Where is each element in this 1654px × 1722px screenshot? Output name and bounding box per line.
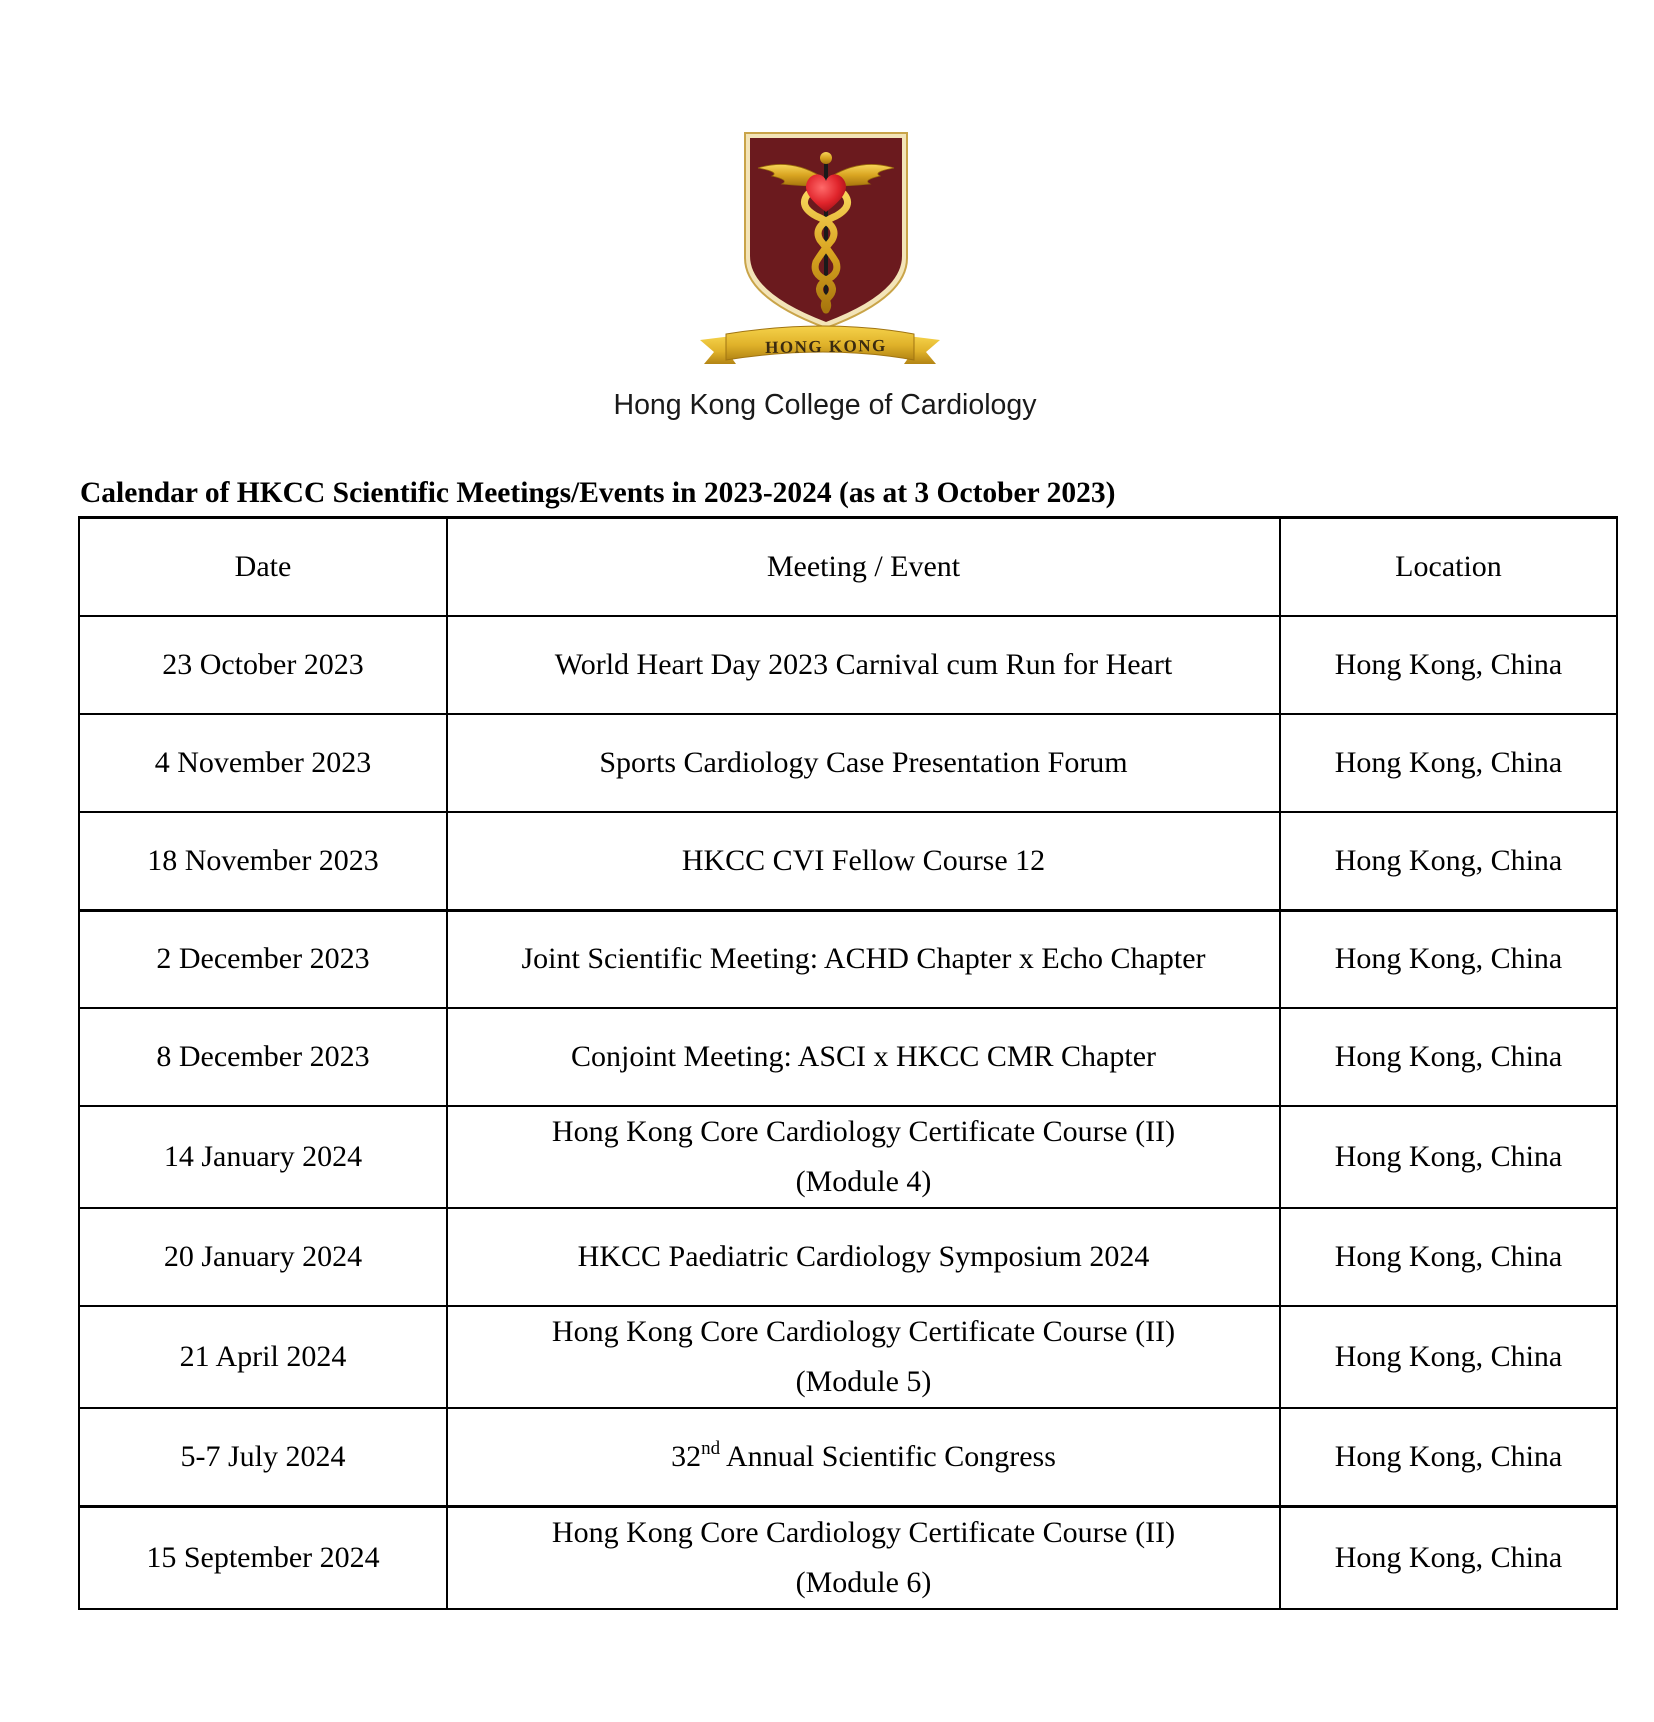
event-ordinal-suffix: nd <box>701 1437 721 1459</box>
location-cell: Hong Kong, China <box>1280 714 1617 812</box>
column-header-location: Location <box>1280 518 1617 617</box>
location-cell: Hong Kong, China <box>1280 1506 1617 1609</box>
event-cell <box>447 1306 1280 1408</box>
event-cell: HKCC CVI Fellow Course 12 <box>447 812 1280 910</box>
event-cell <box>447 1106 1280 1208</box>
event-ordinal-number: 32 <box>671 1439 702 1473</box>
event-cell: Sports Cardiology Case Presentation Forum <box>447 714 1280 812</box>
location-cell: Hong Kong, China <box>1280 616 1617 714</box>
date-cell: 18 November 2023 <box>79 812 447 910</box>
table-header-row <box>79 518 1617 617</box>
table-row <box>79 714 1617 812</box>
event-title-line: Hong Kong Core Cardiology Certificate Course (II) <box>551 1515 1176 1549</box>
event-cell: World Heart Day 2023 Carnival cum Run for Heart <box>447 616 1280 714</box>
date-cell: 8 December 2023 <box>79 1008 447 1106</box>
event-cell: Conjoint Meeting: ASCI x HKCC CMR Chapter <box>447 1008 1280 1106</box>
event-cell: HKCC Paediatric Cardiology Symposium 2024 <box>447 1208 1280 1306</box>
location-cell: Hong Kong, China <box>1280 910 1617 1008</box>
date-cell: 5-7 July 2024 <box>79 1408 447 1506</box>
date-cell: 14 January 2024 <box>79 1106 447 1208</box>
date-cell: 15 September 2024 <box>79 1506 447 1609</box>
table-row <box>79 812 1617 910</box>
event-title-line: Hong Kong Core Cardiology Certificate Course (II) <box>551 1115 1176 1148</box>
event-cell <box>447 1408 1280 1506</box>
table-row <box>79 1106 1617 1208</box>
event-cell: Joint Scientific Meeting: ACHD Chapter x Echo Chapter <box>447 910 1280 1008</box>
column-header-date: Date <box>79 518 447 617</box>
date-cell: 20 January 2024 <box>79 1208 447 1306</box>
table-row <box>79 1506 1617 1609</box>
table-row <box>79 1208 1617 1306</box>
table-row <box>79 1008 1617 1106</box>
document-title: Calendar of HKCC Scientific Meetings/Events in 2023-2024 (as at 3 October 2023) <box>80 477 1116 509</box>
events-calendar-table <box>78 516 1618 1610</box>
date-cell: 21 April 2024 <box>79 1306 447 1408</box>
event-title-line: Hong Kong Core Cardiology Certificate Course (II) <box>551 1315 1176 1348</box>
date-cell: 4 November 2023 <box>79 714 447 812</box>
date-cell: 2 December 2023 <box>79 910 447 1008</box>
event-cell <box>447 1506 1280 1609</box>
table-row <box>79 1408 1617 1506</box>
table-row <box>79 910 1617 1008</box>
location-cell: Hong Kong, China <box>1280 1208 1617 1306</box>
location-cell: Hong Kong, China <box>1280 1008 1617 1106</box>
date-cell: 23 October 2023 <box>79 616 447 714</box>
location-cell: Hong Kong, China <box>1280 1408 1617 1506</box>
location-cell: Hong Kong, China <box>1280 1106 1617 1208</box>
table-row <box>79 616 1617 714</box>
column-header-event: Meeting / Event <box>447 518 1280 617</box>
organization-name: Hong Kong College of Cardiology <box>613 389 1037 421</box>
svg-text:HONG KONG: HONG KONG <box>764 335 887 358</box>
hkcc-crest-logo-icon <box>690 128 950 380</box>
event-module-line: (Module 5) <box>795 1365 932 1398</box>
location-cell: Hong Kong, China <box>1280 1306 1617 1408</box>
event-module-line: (Module 4) <box>795 1165 932 1198</box>
event-title-text: Annual Scientific Congress <box>720 1439 1056 1473</box>
event-module-line: (Module 6) <box>795 1565 932 1599</box>
location-cell: Hong Kong, China <box>1280 812 1617 910</box>
table-row <box>79 1306 1617 1408</box>
